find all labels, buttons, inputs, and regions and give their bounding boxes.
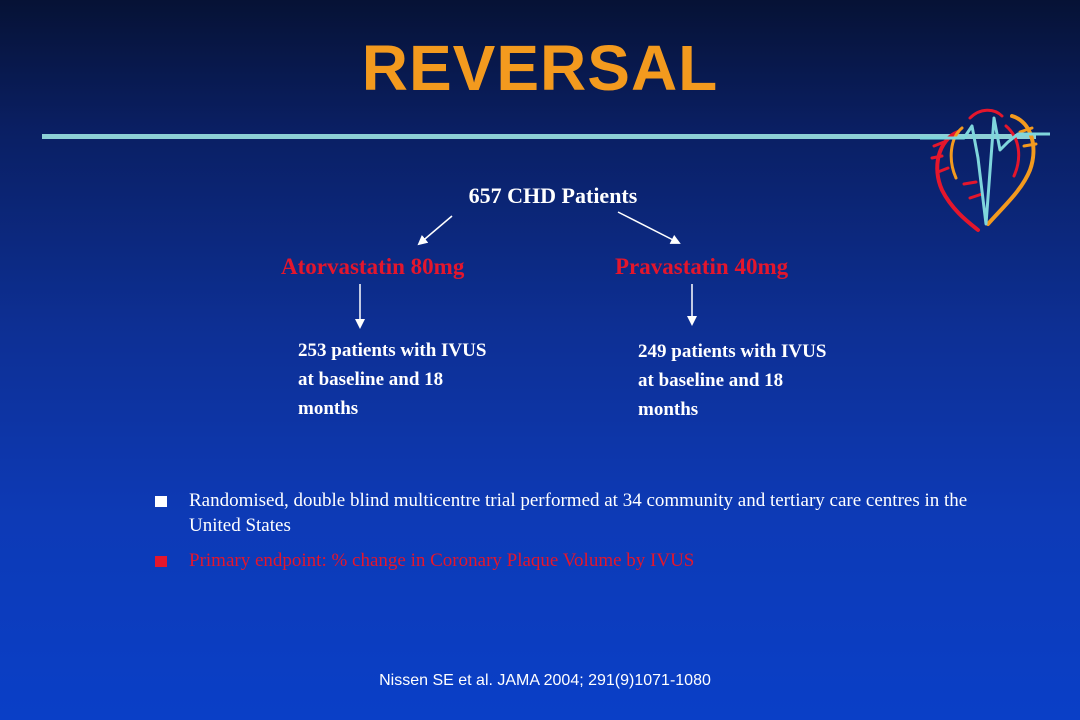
- square-bullet-icon: [155, 556, 167, 567]
- arm-atorvastatin-description: 253 patients with IVUS at baseline and 18 months: [298, 340, 487, 419]
- arm-pravastatin-label: Pravastatin 40mg: [615, 254, 789, 279]
- arm-pravastatin-description: 249 patients with IVUS at baseline and 18 months: [638, 341, 827, 420]
- bullet-item: [155, 488, 985, 538]
- bullet-list: [155, 488, 985, 583]
- citation: Nissen SE et al. JAMA 2004; 291(9)1071-1080: [379, 672, 711, 689]
- square-bullet-icon: [155, 496, 167, 507]
- bullet-text: Primary endpoint: % change in Coronary Plaque Volume by IVUS: [189, 550, 695, 571]
- slide-title: REVERSAL: [361, 32, 719, 104]
- bullet-text: Randomised, double blind multicentre trial performed at 34 community and tertiary care centres in the United States: [189, 490, 968, 536]
- total-patients: 657 CHD Patients: [468, 183, 638, 208]
- arm-atorvastatin-label: Atorvastatin 80mg: [281, 254, 465, 279]
- arrow-to-pravastatin: [618, 212, 679, 243]
- bullet-item: [155, 548, 985, 573]
- arrow-to-atorvastatin: [419, 216, 452, 244]
